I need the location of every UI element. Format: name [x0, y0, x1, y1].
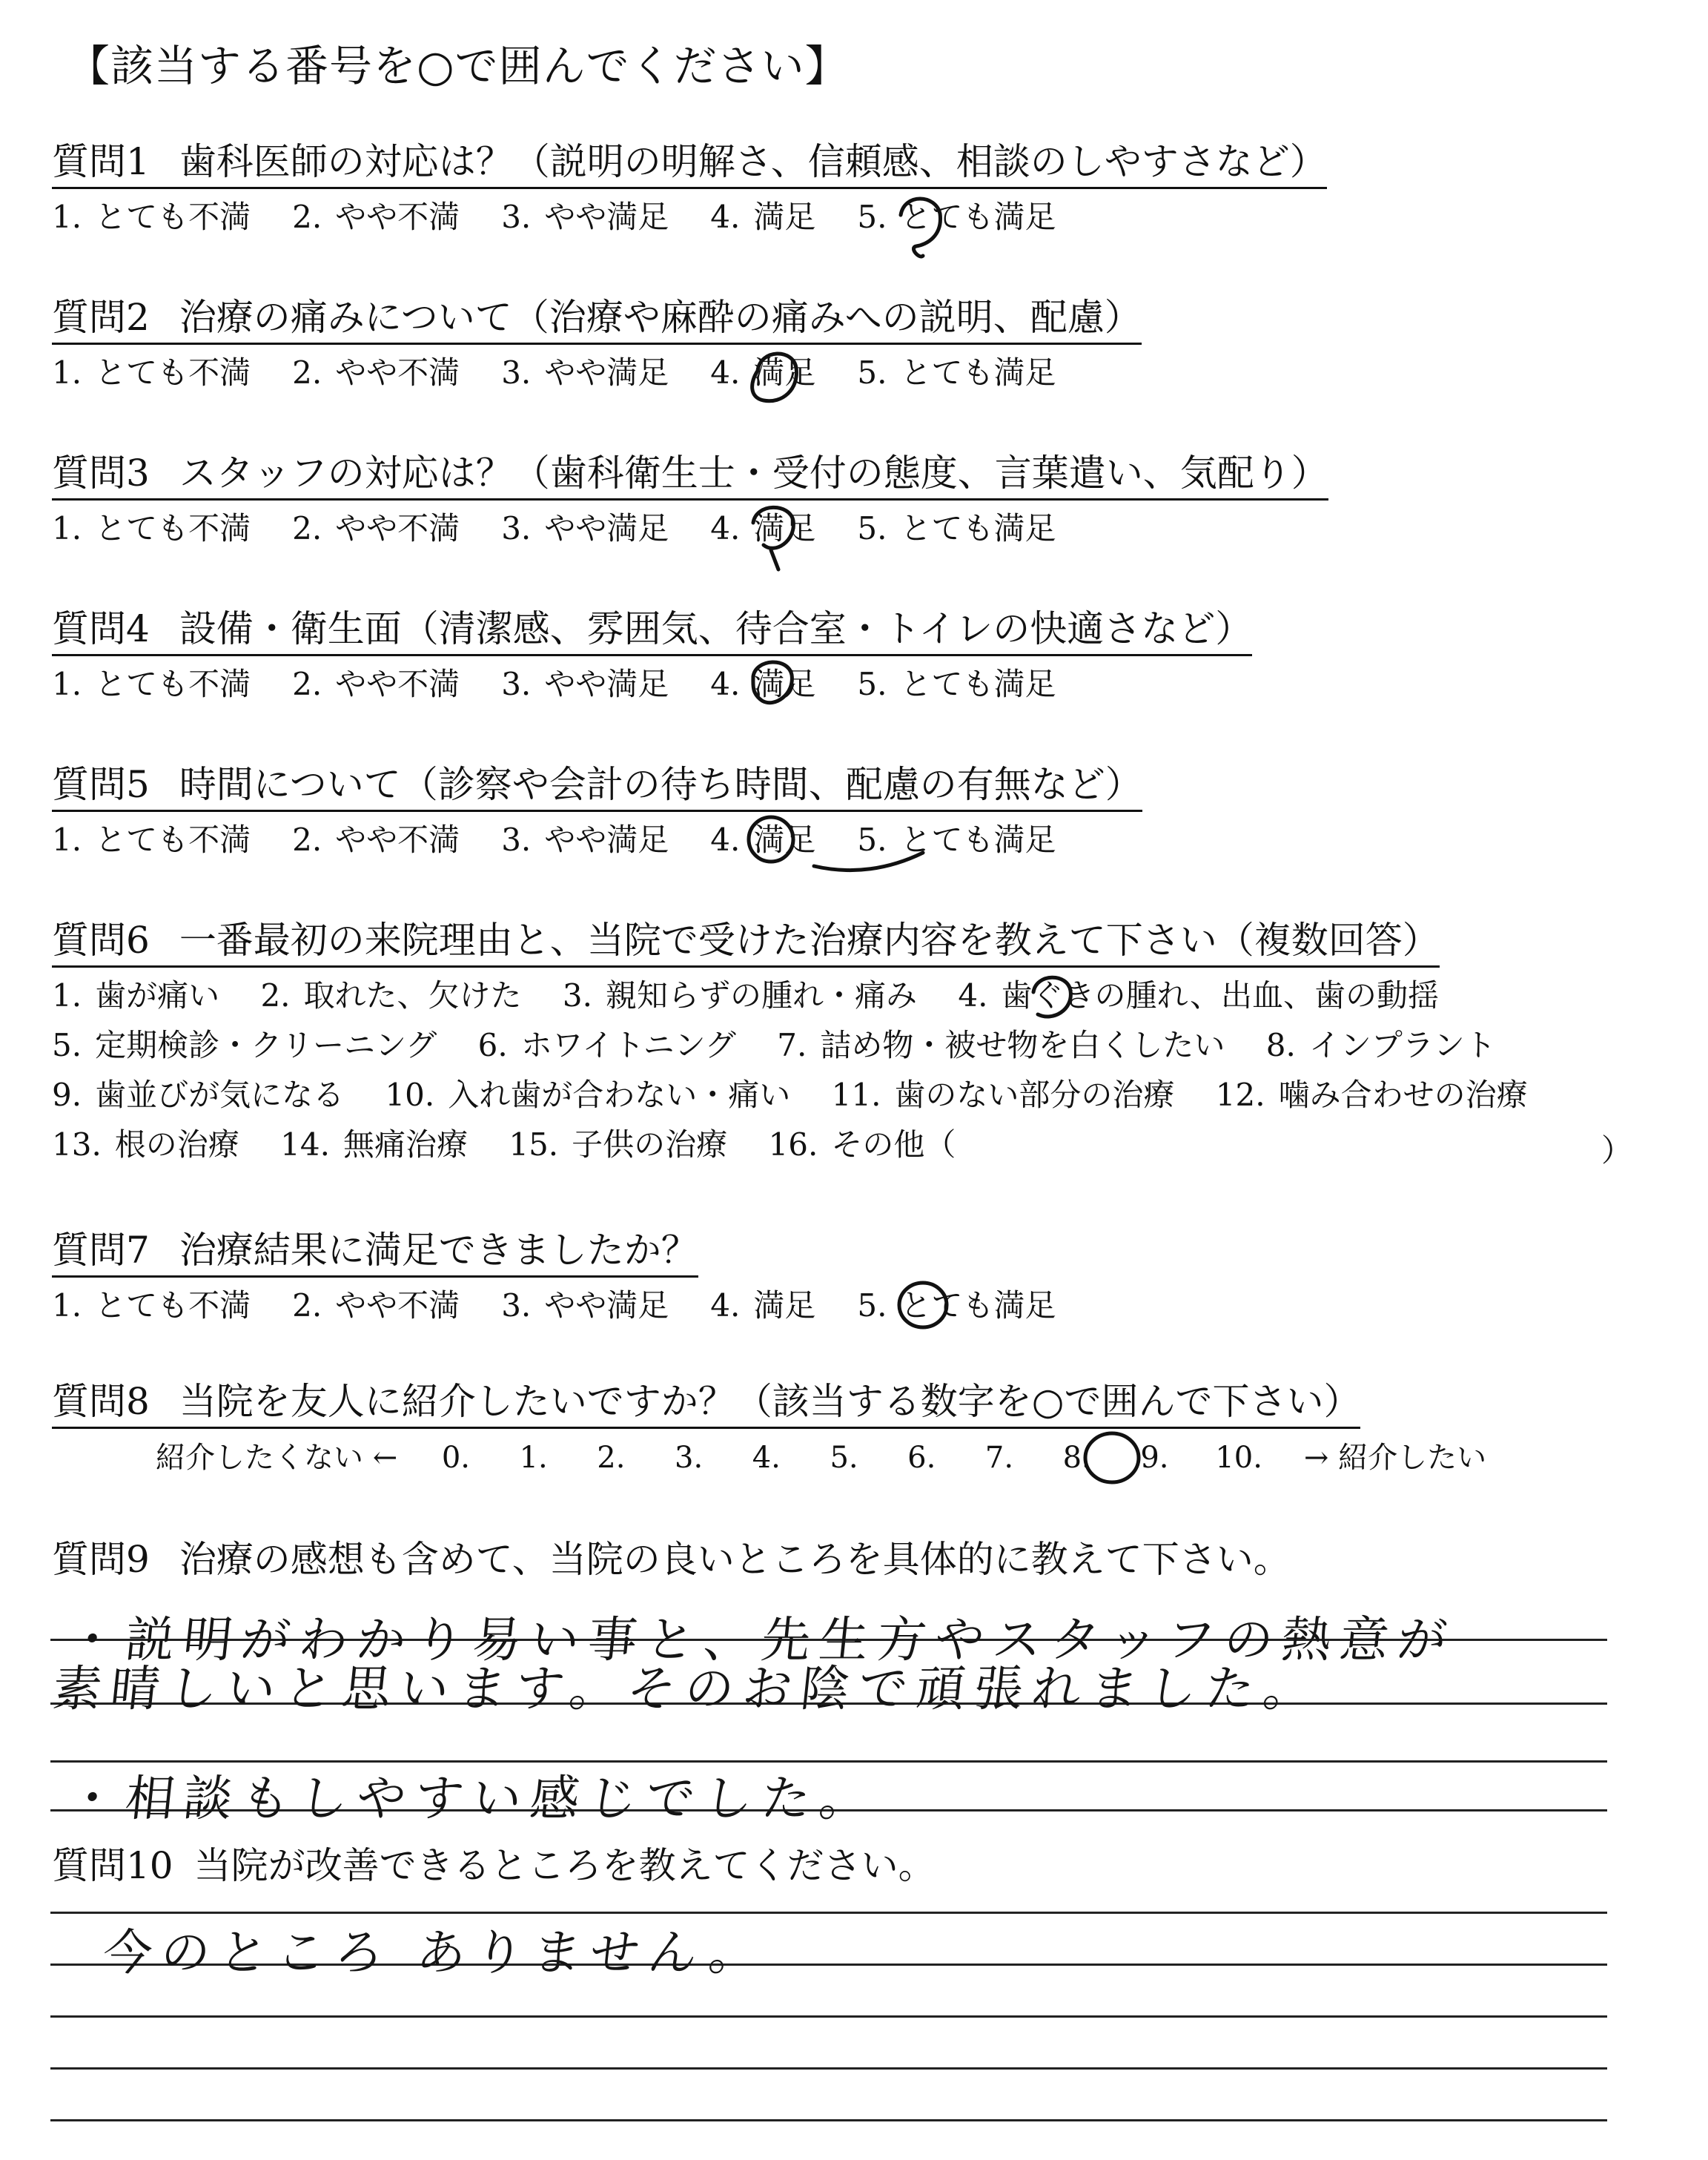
scale-9[interactable]: 9. — [1140, 1441, 1169, 1475]
question-6-options-row-3 — [52, 1077, 1559, 1114]
question-text: 時間について（診察や会計の待ち時間、配慮の有無など） — [179, 763, 1142, 806]
question-text: 治療の痛みについて（治療や麻酔の痛みへの説明、配慮） — [179, 296, 1142, 339]
other-close-paren: ） — [1601, 1132, 1633, 1169]
question-1-options — [52, 199, 1097, 236]
option-3[interactable]: 3. やや満足 — [501, 1287, 669, 1324]
question-6-options-row-2 — [52, 1027, 1527, 1064]
question-text: 当院が改善できるところを教えてください。 — [193, 1844, 936, 1887]
question-number: 質問9 — [52, 1538, 150, 1581]
question-text: 治療結果に満足できましたか？ — [179, 1229, 698, 1272]
handwritten-answer-line: ・相談もしやすい感じでした。 — [64, 1770, 881, 1827]
option-5[interactable]: 5. とても満足 — [857, 822, 1056, 858]
scale-2[interactable]: 2. — [597, 1441, 626, 1475]
option-10[interactable]: 10. 入れ歯が合わない・痛い — [385, 1077, 791, 1113]
option-4[interactable]: 4. 満足 — [710, 354, 816, 391]
option-16[interactable]: 16. その他（ — [768, 1126, 956, 1163]
question-6-options-row-4 — [52, 1126, 987, 1163]
question-number: 質問8 — [52, 1380, 150, 1423]
option-2[interactable]: 2. やや不満 — [292, 354, 460, 391]
question-number: 質問7 — [52, 1229, 150, 1272]
option-9[interactable]: 9. 歯並びが気になる — [52, 1077, 345, 1113]
recommend-scale — [156, 1440, 1486, 1476]
option-8[interactable]: 8. インプラント — [1265, 1027, 1496, 1063]
option-2[interactable]: 2. やや不満 — [292, 666, 460, 702]
option-1[interactable]: 1. とても不満 — [52, 666, 251, 702]
option-2[interactable]: 2. やや不満 — [292, 822, 460, 858]
scale-7[interactable]: 7. — [984, 1441, 1014, 1475]
option-1[interactable]: 1. とても不満 — [52, 354, 251, 391]
scale-3[interactable]: 3. — [675, 1441, 704, 1475]
question-10-heading — [52, 1845, 936, 1891]
option-4[interactable]: 4. 満足 — [710, 822, 816, 858]
scale-5[interactable]: 5. — [830, 1441, 858, 1475]
option-3[interactable]: 3. やや満足 — [501, 822, 669, 858]
option-5[interactable]: 5. とても満足 — [857, 1287, 1056, 1324]
option-4[interactable]: 4. 満足 — [710, 666, 816, 702]
question-text: 一番最初の来院理由と、当院で受けた治療内容を教えて下さい（複数回答） — [179, 919, 1440, 962]
scale-8[interactable]: 8. — [1062, 1441, 1091, 1475]
option-12[interactable]: 12. 噛み合わせの治療 — [1215, 1077, 1528, 1113]
option-3[interactable]: 3. やや満足 — [501, 666, 669, 702]
scale-left-label: 紹介したくない ← — [156, 1441, 398, 1475]
option-2[interactable]: 2. 取れた、欠けた — [260, 977, 522, 1014]
question-5-options — [52, 822, 1097, 859]
scale-1[interactable]: 1. — [519, 1441, 548, 1475]
option-5[interactable]: 5. とても満足 — [857, 199, 1056, 235]
option-1[interactable]: 1. とても不満 — [52, 510, 251, 546]
handwritten-answer-line: 素晴しいと思います。そのお陰で頑張れました。 — [50, 1660, 1325, 1717]
scale-6[interactable]: 6. — [907, 1441, 936, 1475]
question-number: 質問6 — [52, 919, 150, 962]
option-1[interactable]: 1. とても不満 — [52, 199, 251, 235]
question-6-options-row-1 — [52, 977, 1470, 1014]
option-1[interactable]: 1. 歯が痛い — [52, 977, 220, 1014]
question-5-heading — [52, 764, 1142, 812]
handwritten-answer-line: ・説明がわかり易い事と、先生方やスタッフの熱意が — [64, 1611, 1459, 1668]
question-text: 治療の感想も含めて、当院の良いところを具体的に教えて下さい。 — [179, 1538, 1291, 1581]
option-3[interactable]: 3. やや満足 — [501, 354, 669, 391]
option-1[interactable]: 1. とても不満 — [52, 822, 251, 858]
question-7-heading — [52, 1229, 698, 1278]
question-number: 質問3 — [52, 452, 150, 495]
option-3[interactable]: 3. 親知らずの腫れ・痛み — [562, 977, 917, 1014]
question-text: 当院を友人に紹介したいですか？（該当する数字を○で囲んで下さい） — [179, 1380, 1361, 1423]
answer-rule — [50, 2015, 1607, 2018]
option-11[interactable]: 11. 歯のない部分の治療 — [831, 1077, 1175, 1113]
option-5[interactable]: 5. とても満足 — [857, 354, 1056, 391]
question-number: 質問4 — [52, 607, 150, 650]
question-text: スタッフの対応は？（歯科衛生士・受付の態度、言葉遣い、気配り） — [179, 452, 1328, 495]
option-4[interactable]: 4. 歯ぐきの腫れ、出血、歯の動揺 — [958, 977, 1439, 1014]
question-number: 質問1 — [52, 140, 150, 183]
option-15[interactable]: 15. 子供の治療 — [509, 1126, 728, 1163]
question-number: 質問10 — [52, 1844, 173, 1887]
answer-rule — [50, 2067, 1607, 2070]
question-text: 設備・衛生面（清潔感、雰囲気、待合室・トイレの快適さなど） — [179, 607, 1253, 650]
scale-0[interactable]: 0. — [441, 1441, 471, 1475]
option-14[interactable]: 14. 無痛治療 — [280, 1126, 468, 1163]
answer-rule — [50, 2119, 1607, 2121]
option-5[interactable]: 5. 定期検診・クリーニング — [52, 1027, 437, 1063]
question-2-heading — [52, 297, 1142, 345]
question-8-heading — [52, 1381, 1360, 1429]
option-4[interactable]: 4. 満足 — [710, 199, 816, 235]
option-2[interactable]: 2. やや不満 — [292, 1287, 460, 1324]
option-2[interactable]: 2. やや不満 — [292, 199, 460, 235]
option-4[interactable]: 4. 満足 — [710, 1287, 816, 1324]
question-number: 質問5 — [52, 763, 150, 806]
option-3[interactable]: 3. やや満足 — [501, 199, 669, 235]
question-9-heading — [52, 1539, 1291, 1585]
option-3[interactable]: 3. やや満足 — [501, 510, 669, 546]
option-4[interactable]: 4. 満足 — [710, 510, 816, 546]
question-3-heading — [52, 452, 1328, 501]
question-6-heading — [52, 919, 1440, 968]
question-4-heading — [52, 608, 1252, 656]
option-6[interactable]: 6. ホワイトニング — [477, 1027, 736, 1063]
scale-right-label: → 紹介したい — [1303, 1441, 1487, 1475]
question-2-options — [52, 354, 1097, 392]
option-1[interactable]: 1. とても不満 — [52, 1287, 251, 1324]
page-title: 【該当する番号を○で囲んでください】 — [67, 41, 849, 91]
question-number: 質問2 — [52, 296, 150, 339]
option-2[interactable]: 2. やや不満 — [292, 510, 460, 546]
question-text: 歯科医師の対応は？（説明の明解さ、信頼感、相談のしやすさなど） — [179, 140, 1327, 183]
handwritten-answer-line: 今のところ ありません。 — [100, 1924, 770, 1981]
question-4-options — [52, 666, 1097, 703]
option-13[interactable]: 13. 根の治療 — [52, 1126, 239, 1163]
option-7[interactable]: 7. 詰め物・被せ物を白くしたい — [777, 1027, 1225, 1063]
scale-10[interactable]: 10. — [1215, 1441, 1262, 1475]
option-5[interactable]: 5. とても満足 — [857, 666, 1056, 702]
question-3-options — [52, 510, 1097, 547]
option-5[interactable]: 5. とても満足 — [857, 510, 1056, 546]
question-1-heading — [52, 141, 1327, 189]
scale-4[interactable]: 4. — [752, 1441, 781, 1475]
question-7-options — [52, 1287, 1097, 1324]
